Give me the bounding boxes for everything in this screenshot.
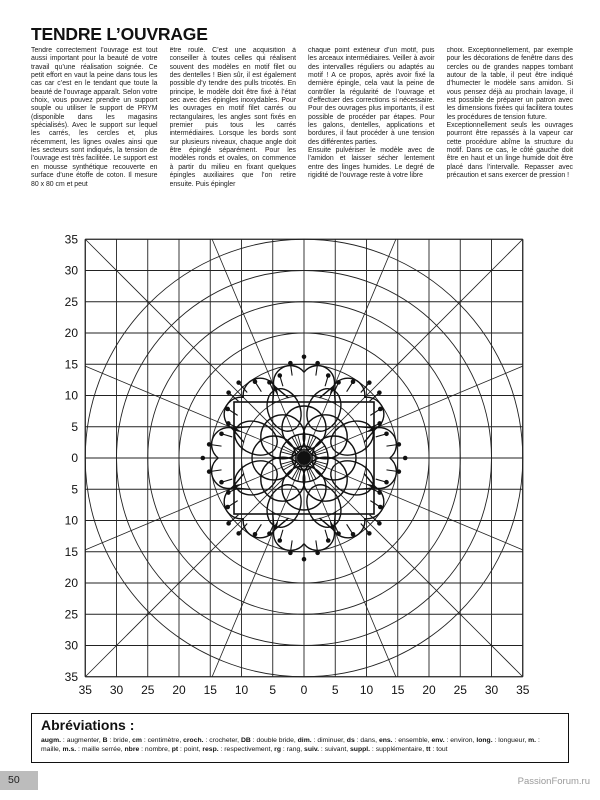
- y-tick-label: 35: [64, 232, 78, 247]
- doily-picot: [277, 538, 282, 543]
- abbreviation-definition: dans: [360, 737, 376, 744]
- doily-picot: [326, 538, 331, 543]
- abbreviation-definition: double bride: [256, 737, 294, 744]
- x-tick-label: 10: [234, 683, 249, 697]
- abbreviation-definition: tout: [436, 746, 448, 754]
- paragraph: chaque point extérieur d’un motif, puis les arceaux intermédiaires. Veiller à avoir des intervalles réguliers ou adaptés au motif ! A ce propos, après avoir fixé la dernière épingle, cela vaut la peine de contrôler la régularité de l’ouvrage et d’effectuer des corrections si nécessaire. Pour des ouvrages plus importants, il est possible de procéder par étapes. Pour les galons, dentelles, applications et bordures, il faut procéder à une tension des différentes parties.: [308, 47, 435, 146]
- abbreviation-term: rg: [274, 746, 281, 754]
- abbreviation-definition: augmenter: [66, 737, 99, 744]
- doily-picot: [315, 551, 320, 556]
- abbreviation-term: ens.: [378, 737, 393, 744]
- doily-picot: [207, 442, 212, 447]
- abbreviation-term: m.s.: [62, 746, 77, 754]
- y-tick-label: 5: [71, 419, 78, 434]
- y-tick-label: 25: [64, 294, 78, 309]
- abbreviations-list: augm. : augmenter, B : bride, cm : centimètre, croch. : crocheter, DB : double bride, dim. : diminuer, ds : dans, ens. : ensemble, env. : environ, long. : longueur, m. : maille, m.s. : maille serrée, nbre : nombre, pt : point, resp. : respectivement, rg : rang, suiv. : suivant, suppl. : supplémentaire, tt : tout: [41, 737, 540, 754]
- text-column-2: être roulé. C’est une acquisition à conseiller à toutes celles qui réalisent souvent des modèles en motif filet ou des dentelles ! Bien sûr, il est également possible d’y tendre des pulls tricotés. En principe, le modèle doit être fixé à l’état sec avec des épingles inoxydables. Pour les ouvrages en motif filet carrés ou rectangulaires, les angles sont fixés en premier puis tous les carrés intermédiaires. Lorsque les bords sont sur plusieurs niveaux, chaque angle doit être épinglé séparément. Pour les modèles ronds et ovales, on commence à partir du milieu en fixant quelques épingles auxiliaires que l’on retire ensuite. Puis épingler: [169, 47, 296, 188]
- doily-picot: [377, 521, 382, 526]
- abbreviation-term: resp.: [202, 746, 219, 754]
- abbreviation-definition: supplémentaire: [375, 746, 423, 754]
- abbreviation-term: B: [102, 737, 108, 744]
- y-tick-label: 25: [64, 607, 78, 622]
- y-tick-label: 20: [64, 576, 78, 590]
- abbreviation-term: long.: [476, 737, 493, 744]
- watermark: PassionForum.ru: [517, 776, 590, 787]
- doily-picot: [277, 373, 282, 378]
- abbreviation-term: suppl.: [350, 746, 371, 754]
- x-tick-label: 20: [422, 683, 436, 697]
- doily-picot: [302, 355, 307, 360]
- x-axis-labels: [79, 683, 530, 697]
- abbreviation-definition: point: [183, 746, 199, 754]
- x-tick-label: 25: [453, 683, 467, 697]
- doily-picot: [201, 456, 206, 461]
- y-tick-label: 5: [71, 482, 78, 497]
- abbreviation-definition: suivant: [324, 746, 347, 754]
- abbreviation-definition: respectivement: [224, 746, 271, 754]
- x-tick-label: 35: [78, 683, 92, 697]
- y-tick-label: 20: [64, 326, 78, 340]
- abbreviation-definition: bride: [113, 737, 129, 744]
- x-tick-label: 35: [516, 683, 530, 697]
- abbreviation-term: tt: [425, 746, 431, 754]
- abbreviation-term: augm.: [41, 737, 62, 744]
- abbreviation-term: ds: [346, 737, 355, 744]
- doily-picot: [367, 380, 372, 385]
- doily-picot: [226, 521, 231, 526]
- abbreviation-definition: nombre: [144, 746, 168, 754]
- doily-picot: [403, 456, 408, 461]
- x-tick-label: 30: [109, 683, 124, 697]
- abbreviation-term: pt: [171, 746, 179, 754]
- abbreviation-term: m.: [528, 737, 537, 744]
- doily-picot: [326, 373, 331, 378]
- abbreviation-term: DB: [240, 737, 251, 744]
- abbreviation-definition: maille serrée: [81, 746, 121, 754]
- doily-picot: [377, 390, 382, 395]
- y-axis-labels: [65, 232, 79, 684]
- doily-picot: [226, 390, 231, 395]
- doily-picot: [207, 469, 212, 474]
- x-tick-label: 5: [331, 683, 339, 697]
- page-number: 50: [8, 774, 20, 786]
- page-title: TENDRE L’OUVRAGE: [31, 24, 208, 44]
- abbreviation-term: nbre: [124, 746, 140, 754]
- y-tick-label: 10: [64, 513, 78, 528]
- doily-picot: [315, 361, 320, 366]
- y-tick-label: 10: [64, 388, 78, 403]
- x-tick-label: 25: [141, 683, 155, 697]
- abbreviation-definition: diminuer: [317, 737, 344, 744]
- text-column-1: Tendre correctement l’ouvrage est tout aussi important pour la beauté de votre travail qu’une réalisation soignée. Ce petit effort en vaut la peine dans tous les cas car c’est en le tendant que toute la beauté de l’ouvrage apparaît. Selon votre choix, vous pouvez prendre un support souple ou utiliser le support de PRYM (disponible dans les magasins spécialisés). Avec le support sur lequel les carrés, les cercles et, plus récemment, les lignes ovales ainsi que les secteurs sont indiqués, la tension de l’ouvrage est très facilitée. Le support est en mousse synthétique recouverte en surface d’une étoffe de coton. Il mesure 80 x 80 cm et peut: [31, 47, 158, 188]
- doily-picot: [288, 361, 293, 366]
- doily-picot: [236, 380, 241, 385]
- page-number-tab: [0, 771, 38, 790]
- x-tick-label: 10: [359, 683, 374, 697]
- abbreviation-definition: ensemble: [398, 737, 428, 744]
- abbreviation-term: dim.: [297, 737, 312, 744]
- abbreviation-term: suiv.: [304, 746, 320, 754]
- abbreviation-term: env.: [431, 737, 445, 744]
- y-tick-label: 15: [64, 357, 78, 372]
- y-tick-label: 30: [64, 638, 78, 653]
- abbreviation-definition: maille: [41, 746, 59, 754]
- y-tick-label: 15: [64, 544, 78, 559]
- doily-picot: [367, 531, 372, 536]
- doily-picot: [219, 480, 224, 485]
- abbreviation-definition: crocheter: [209, 737, 238, 744]
- abbreviation-definition: rang: [286, 746, 301, 754]
- y-tick-label: 0: [71, 451, 78, 465]
- paragraph: Ensuite pulvériser le modèle avec de l’amidon et laisser sécher lentement entre des linges humides. Le degré de rigidité de l’ouvrage reste à votre libre: [308, 147, 435, 180]
- abbreviations-title: Abréviations :: [41, 717, 135, 733]
- paragraph: choix. Exceptionnellement, par exemple pour les décorations de fenêtre dans des cercles ou de grandes nappes tombant autour de la table, il peut être indiqué d’humecter le modèle sans amidon. Si vous pensez déjà au prochain lavage, il est possible de préparer un patron avec les dimensions fixées qui facilitera toutes les procédures de tension future.: [446, 47, 573, 121]
- abbreviation-term: croch.: [183, 737, 204, 744]
- x-tick-label: 20: [172, 683, 186, 697]
- doily-picot: [219, 431, 224, 436]
- x-tick-label: 30: [484, 683, 499, 697]
- abbreviation-definition: environ: [450, 737, 473, 744]
- doily-picot: [384, 431, 389, 436]
- x-tick-label: 5: [269, 683, 277, 697]
- y-tick-label: 35: [64, 669, 78, 684]
- abbreviation-definition: longueur: [498, 737, 525, 744]
- x-tick-label: 15: [391, 683, 405, 697]
- y-tick-label: 30: [64, 263, 78, 278]
- abbreviation-definition: centimètre: [147, 737, 180, 744]
- abbreviation-term: cm: [132, 737, 142, 744]
- paragraph: Exceptionnellement seuls les ouvrages pourront être repassés à la vapeur car cette procédure abîme la structure du motif. Dans ce cas, le côté gauche doit être en haut et un linge humide doit être placé dans l’intervalle. Repasser avec précaution et sans exercer de pression !: [446, 122, 573, 180]
- doily-picot: [384, 480, 389, 485]
- doily-picot: [236, 531, 241, 536]
- doily-picot: [397, 469, 402, 474]
- doily-picot: [288, 551, 293, 556]
- doily-picot: [397, 442, 402, 447]
- x-tick-label: 15: [203, 683, 217, 697]
- abbreviations-box: [31, 713, 569, 763]
- doily-center: [297, 451, 311, 465]
- doily-picot: [302, 557, 307, 562]
- x-tick-label: 0: [300, 683, 308, 697]
